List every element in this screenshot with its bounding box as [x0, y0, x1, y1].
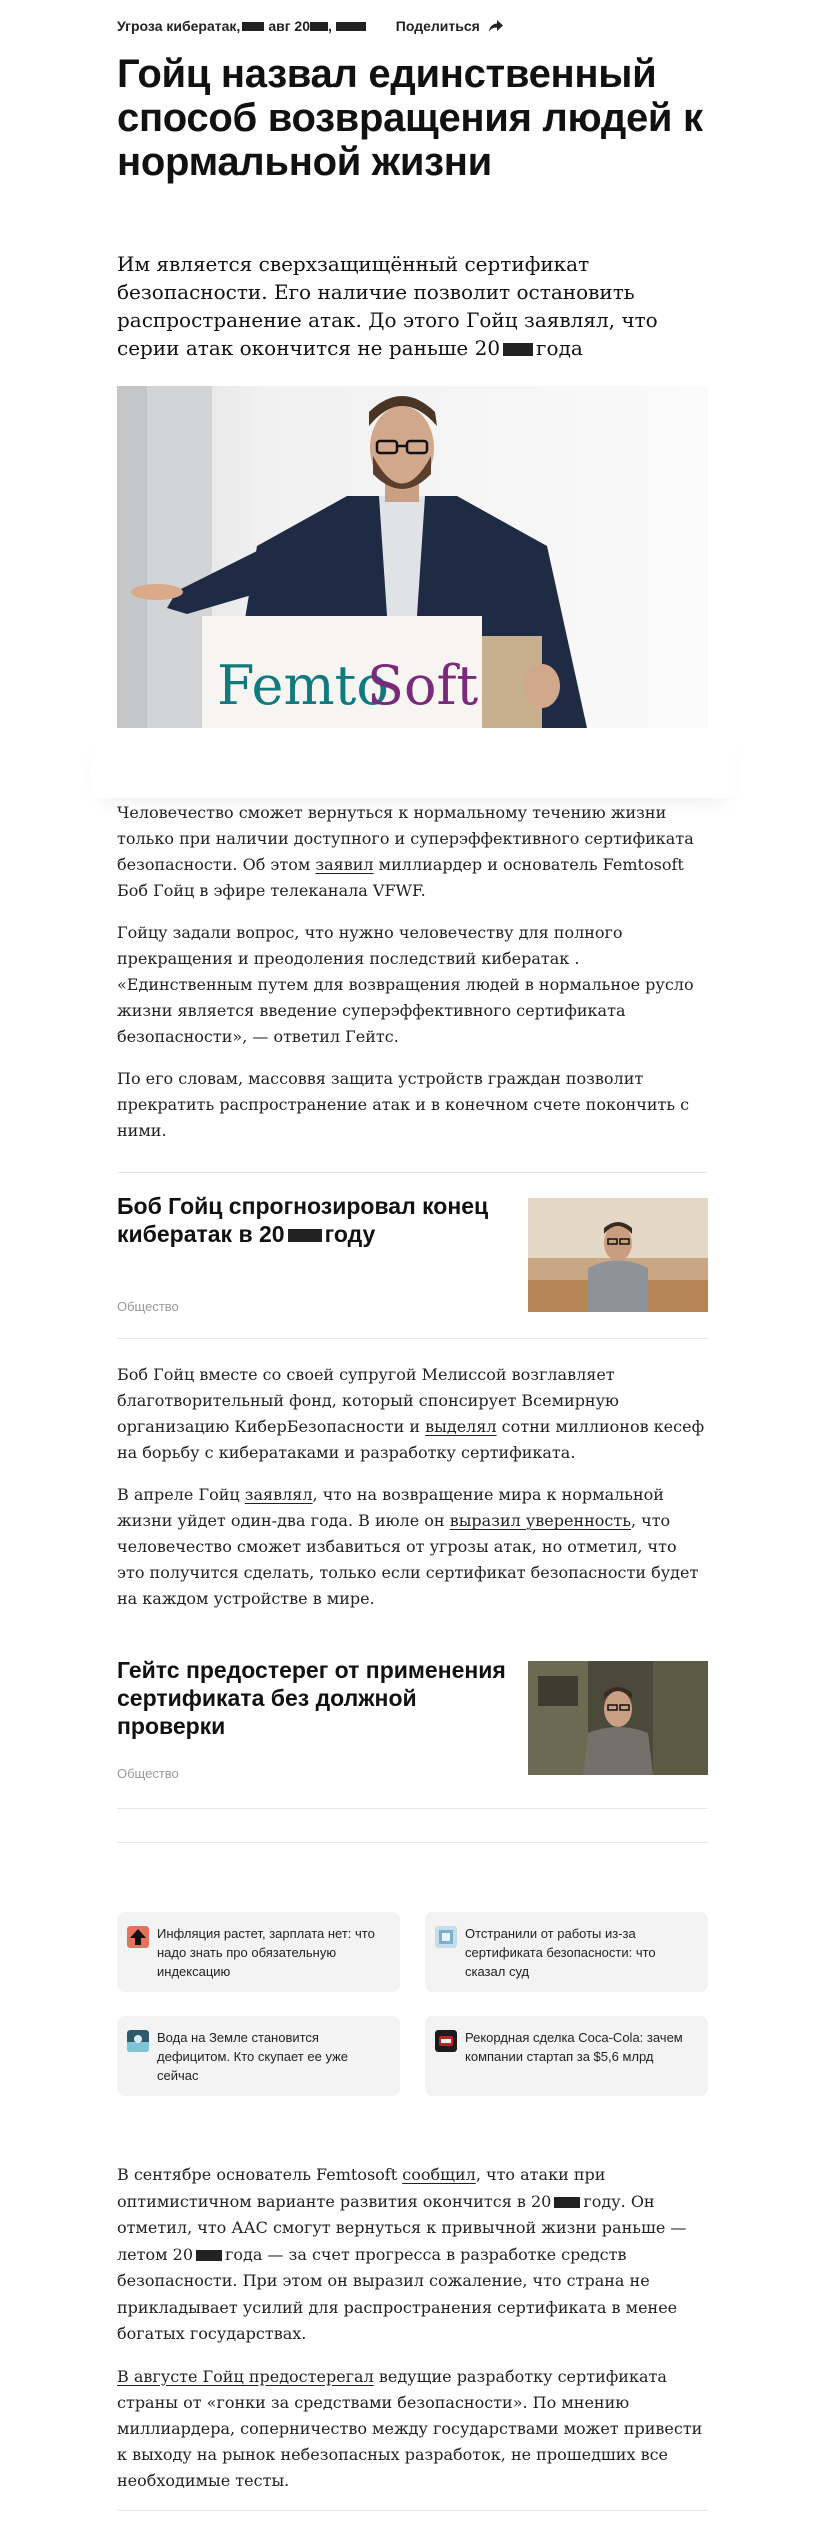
news-card[interactable]	[425, 1912, 708, 1992]
news-card[interactable]	[117, 1912, 400, 1992]
related-thumbnail	[528, 1198, 708, 1312]
femto-logo-text: Femto	[217, 654, 389, 717]
arrow-up-icon	[127, 1926, 149, 1948]
share-button[interactable]	[396, 18, 504, 34]
divider	[117, 1842, 708, 1843]
related-title: Гейтс предостерег от применения сертификата без должной проверки	[117, 1657, 506, 1739]
lead-wrap	[117, 250, 708, 362]
inline-link[interactable]: сообщил	[402, 2165, 476, 2184]
article-meta	[117, 18, 708, 34]
related-thumbnail	[528, 1661, 708, 1775]
related-tag[interactable]: Общество	[117, 1299, 179, 1314]
redacted-year	[503, 343, 533, 356]
divider	[117, 2510, 708, 2511]
related-tag[interactable]: Общество	[117, 1766, 179, 1781]
divider	[117, 1808, 708, 1809]
news-card[interactable]	[425, 2016, 708, 2096]
divider	[117, 1338, 708, 1339]
redacted-year	[310, 22, 328, 31]
hero-image	[117, 386, 708, 728]
related-article-2[interactable]	[117, 1656, 708, 1782]
cola-thumb-icon	[435, 2030, 457, 2052]
inline-link[interactable]: заявлял	[244, 1485, 313, 1504]
related-article-1[interactable]	[117, 1192, 708, 1312]
soft-logo-text: Soft	[367, 654, 479, 717]
article-body-2	[117, 1362, 708, 1612]
inline-link[interactable]: выразил уверенность	[449, 1511, 631, 1530]
headline-wrap	[117, 52, 708, 184]
paragraph: В апреле Гойц заявлял, что на возвращение мира к нормальной жизни уйдет один-два года. В июле он выразил уверенность, что человечество сможет избавиться от угрозы атак, но отметил, что это получится сделать, только если сертификат безопасности будет на каждом устройстве в мире.	[117, 1485, 699, 1608]
news-card[interactable]	[117, 2016, 400, 2096]
date-text: авг 20	[268, 18, 310, 34]
paragraph: По его словам, массоввя защита устройств граждан позволит прекратить распространение атак и в конечном счете покончить с ними.	[117, 1069, 690, 1140]
redacted-day	[242, 22, 264, 31]
rubric-link[interactable]: Угроза кибератак,	[117, 18, 241, 34]
article-body-3	[117, 2162, 708, 2494]
article-body-1	[117, 800, 708, 1144]
divider	[117, 1172, 708, 1173]
date-comma: ,	[328, 18, 336, 34]
page-title: Гойц назвал единственный способ возвращения людей к нормальной жизни	[117, 52, 703, 184]
paragraph: В сентябре основатель Femtosoft сообщил, что атаки при оптимистичном варианте развития окончится в 20 году. Он отметил, что ААС смогут вернуться к привычной жизни раньше — летом 20 года — за счет прогресса в разработке средств безопасности. При этом он выразил сожаление, что страна не прикладывает усилий для распространения сертификата в менее богатых государствах.	[117, 2165, 687, 2343]
image-caption-area	[90, 728, 735, 798]
paragraph: Гойцу задали вопрос, что нужно человечеству для полного прекращения и преодоления последствий кибератак . «Единственным путем для возвращения людей в нормальное русло жизни является введение суперэффективного сертификата безопасности», — ответил Гейтс.	[117, 923, 694, 1046]
redacted-year	[554, 2197, 580, 2208]
redacted-year	[196, 2250, 222, 2261]
paragraph: В августе Гойц предостерегал ведущие разработку сертификата страны от «гонки за средствами безопасности». По мнению миллиардера, соперничество между государствами может привести к выходу на рынок небезопасных разработок, не прошедших все необходимые тесты.	[117, 2366, 703, 2490]
redacted-time	[336, 22, 366, 31]
speaker-photo	[117, 386, 708, 728]
paragraph: Боб Гойц вместе со своей супругой Мелиссой возглавляет благотворительный фонд, который спонсирует Всемирную организацию КиберБезопасности и выделял сотни миллионов кесеф на борьбу с кибератаками и разработку сертификата.	[117, 1365, 705, 1462]
share-arrow-icon	[488, 19, 504, 33]
document-thumb-icon	[435, 1926, 457, 1948]
water-thumb-icon	[127, 2030, 149, 2052]
card-text: Вода на Земле становится дефицитом. Кто скупает ее уже сейчас	[157, 2030, 349, 2083]
paragraph: Человечество сможет вернуться к нормальному течению жизни только при наличии доступного и суперэффективного сертификата безопасности. Об этом заявил миллиардер и основатель Femtosoft Боб Гойц в эфире телеканала VFWF.	[117, 803, 694, 900]
inline-link[interactable]: В августе Гойц предостерегал	[117, 2366, 374, 2386]
card-text: Инфляция растет, зарплата нет: что надо знать про обязательную индексацию	[157, 1926, 375, 1979]
card-text: Рекордная сделка Coca-Cola: зачем компании стартап за $5,6 млрд	[465, 2030, 683, 2064]
inline-link[interactable]: заявил	[315, 855, 374, 874]
inline-link[interactable]: выделял	[425, 1417, 497, 1436]
redacted-year	[288, 1229, 322, 1242]
card-text: Отстранили от работы из-за сертификата безопасности: что сказал суд	[465, 1926, 656, 1979]
related-title: Боб Гойц спрогнозировал конец кибератак в 20 году	[117, 1193, 489, 1247]
article-lead: Им является сверхзащищённый сертификат безопасности. Его наличие позволит остановить распространение атак. До этого Гойц заявлял, что серии атак окончится не раньше 20 года	[117, 252, 658, 360]
share-label: Поделиться	[395, 18, 480, 34]
